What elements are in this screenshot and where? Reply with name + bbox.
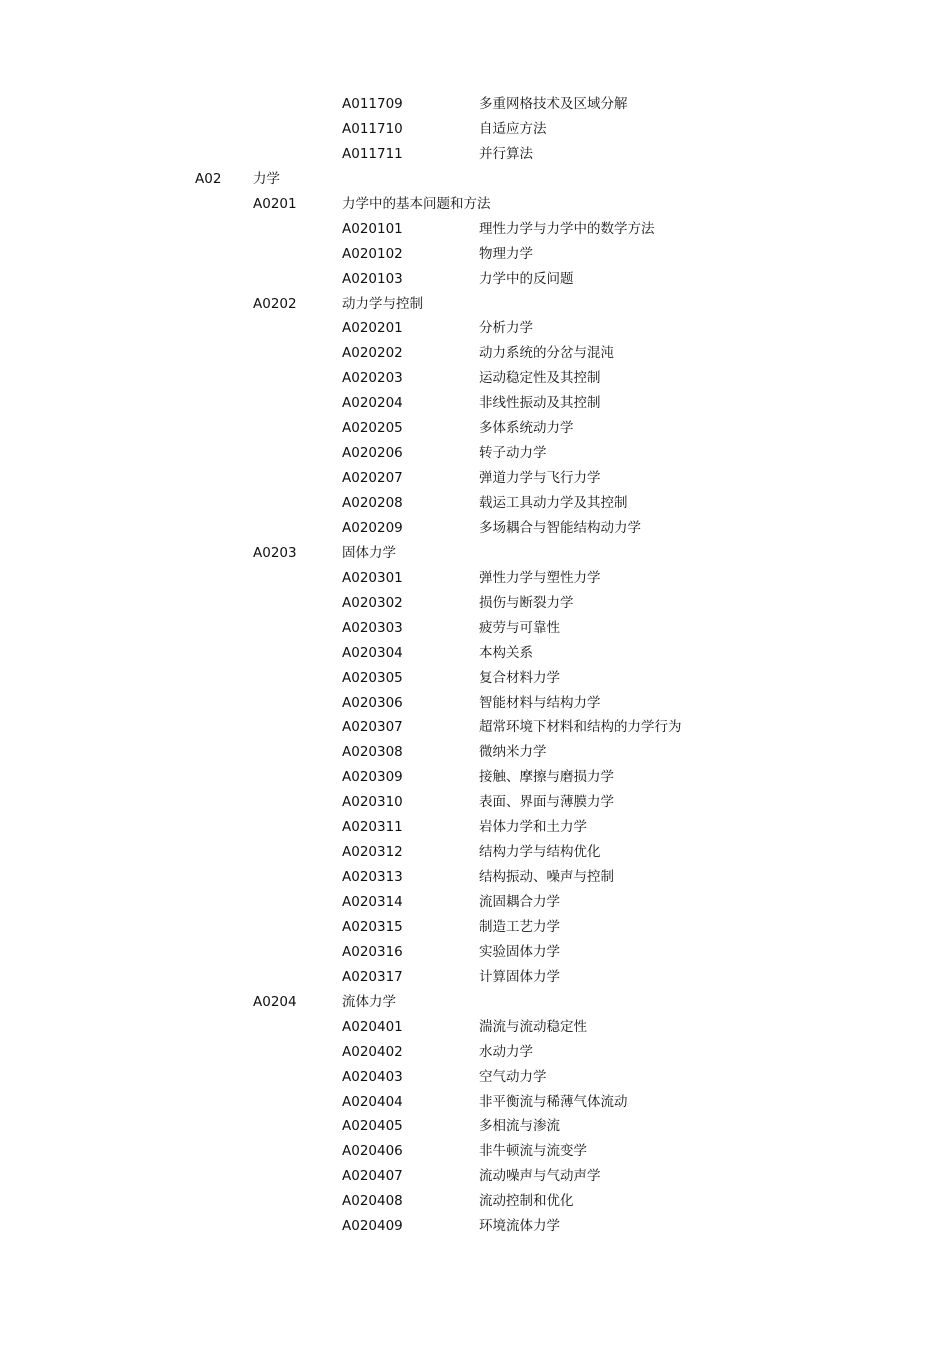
category-code: A020301 bbox=[342, 569, 403, 586]
category-code: A020404 bbox=[342, 1093, 403, 1110]
category-name: 损伤与断裂力学 bbox=[479, 594, 574, 611]
code-row-level-3 bbox=[0, 1164, 950, 1189]
category-code: A020203 bbox=[342, 370, 403, 387]
category-code: A0202 bbox=[253, 295, 297, 312]
code-row-level-3 bbox=[0, 740, 950, 765]
category-code: A020406 bbox=[342, 1143, 403, 1160]
category-name: 转子动力学 bbox=[479, 445, 547, 462]
category-code: A0204 bbox=[253, 993, 297, 1010]
category-name: 多场耦合与智能结构动力学 bbox=[479, 519, 641, 536]
category-code: A020317 bbox=[342, 968, 403, 985]
code-row-level-3 bbox=[0, 1214, 950, 1239]
category-code: A0201 bbox=[253, 195, 297, 212]
code-row-level-3 bbox=[0, 466, 950, 491]
code-row-level-3 bbox=[0, 641, 950, 666]
category-code: A020309 bbox=[342, 769, 403, 786]
category-name: 结构振动、噪声与控制 bbox=[479, 869, 614, 886]
category-name: 复合材料力学 bbox=[479, 669, 560, 686]
code-row-level-3 bbox=[0, 1065, 950, 1090]
code-row-level-2 bbox=[0, 292, 950, 317]
category-name: 弹道力学与飞行力学 bbox=[479, 470, 601, 487]
category-name: 物理力学 bbox=[479, 245, 533, 262]
category-code: A020405 bbox=[342, 1118, 403, 1135]
code-row-level-3 bbox=[0, 591, 950, 616]
code-row-level-3 bbox=[0, 391, 950, 416]
category-name: 流体力学 bbox=[342, 993, 396, 1010]
category-code: A020204 bbox=[342, 395, 403, 412]
code-row-level-3 bbox=[0, 242, 950, 267]
category-code: A011710 bbox=[342, 120, 403, 137]
category-code: A020312 bbox=[342, 844, 403, 861]
code-row-level-3 bbox=[0, 666, 950, 691]
category-code: A020407 bbox=[342, 1168, 403, 1185]
category-name: 分析力学 bbox=[479, 320, 533, 337]
category-name: 水动力学 bbox=[479, 1043, 533, 1060]
category-code: A011711 bbox=[342, 145, 403, 162]
category-name: 弹性力学与塑性力学 bbox=[479, 569, 601, 586]
category-name: 非平衡流与稀薄气体流动 bbox=[479, 1093, 628, 1110]
category-code: A020408 bbox=[342, 1193, 403, 1210]
code-row-level-3 bbox=[0, 765, 950, 790]
category-name: 流动噪声与气动声学 bbox=[479, 1168, 601, 1185]
category-name: 本构关系 bbox=[479, 644, 533, 661]
code-row-level-3 bbox=[0, 691, 950, 716]
category-name: 环境流体力学 bbox=[479, 1218, 560, 1235]
code-row-level-3 bbox=[0, 566, 950, 591]
code-row-level-3 bbox=[0, 217, 950, 242]
category-code: A020314 bbox=[342, 894, 403, 910]
category-code: A020305 bbox=[342, 669, 403, 686]
category-name: 超常环境下材料和结构的力学行为 bbox=[479, 719, 682, 736]
code-row-level-1 bbox=[0, 167, 950, 192]
category-name: 结构力学与结构优化 bbox=[479, 844, 601, 861]
category-code: A020316 bbox=[342, 943, 403, 960]
category-name: 理性力学与力学中的数学方法 bbox=[479, 220, 655, 237]
category-name: 动力学与控制 bbox=[342, 295, 423, 312]
category-code: A020102 bbox=[342, 245, 403, 262]
category-name: 自适应方法 bbox=[479, 120, 547, 137]
code-row-level-2 bbox=[0, 990, 950, 1015]
category-name: 湍流与流动稳定性 bbox=[479, 1018, 587, 1035]
category-name: 非线性振动及其控制 bbox=[479, 395, 601, 412]
category-code: A020201 bbox=[342, 320, 403, 337]
category-name: 多体系统动力学 bbox=[479, 420, 574, 437]
category-name: 制造工艺力学 bbox=[479, 918, 560, 935]
category-code: A020208 bbox=[342, 495, 403, 511]
category-code: A020103 bbox=[342, 270, 403, 287]
category-code: A0203 bbox=[253, 544, 297, 561]
code-row-level-3 bbox=[0, 840, 950, 865]
code-row-level-3 bbox=[0, 516, 950, 541]
category-code: A020302 bbox=[342, 594, 403, 611]
category-code: A020205 bbox=[342, 420, 403, 437]
category-name: 流固耦合力学 bbox=[479, 894, 560, 910]
category-name: 岩体力学和土力学 bbox=[479, 819, 587, 836]
category-name: 力学 bbox=[253, 170, 280, 187]
category-name: 实验固体力学 bbox=[479, 943, 560, 960]
category-code: A020202 bbox=[342, 345, 403, 362]
code-row-level-3 bbox=[0, 1139, 950, 1164]
code-row-level-3 bbox=[0, 815, 950, 840]
category-name: 力学中的反问题 bbox=[479, 270, 574, 287]
category-code: A020402 bbox=[342, 1043, 403, 1060]
category-name: 多相流与渗流 bbox=[479, 1118, 560, 1135]
code-row-level-3 bbox=[0, 890, 950, 915]
category-name: 接触、摩擦与磨损力学 bbox=[479, 769, 614, 786]
code-row-level-3 bbox=[0, 1015, 950, 1040]
category-code: A020313 bbox=[342, 869, 403, 886]
code-row-level-2 bbox=[0, 192, 950, 217]
category-name: 计算固体力学 bbox=[479, 968, 560, 985]
category-code: A020315 bbox=[342, 918, 403, 935]
code-row-level-3 bbox=[0, 715, 950, 740]
category-name: 载运工具动力学及其控制 bbox=[479, 495, 628, 511]
category-name: 疲劳与可靠性 bbox=[479, 619, 560, 636]
category-name: 智能材料与结构力学 bbox=[479, 694, 601, 711]
code-row-level-3 bbox=[0, 416, 950, 441]
category-code: A020101 bbox=[342, 220, 403, 237]
category-code: A020206 bbox=[342, 445, 403, 462]
category-code: A020306 bbox=[342, 694, 403, 711]
category-code: A020304 bbox=[342, 644, 403, 661]
code-row-level-3 bbox=[0, 616, 950, 641]
code-row-level-3 bbox=[0, 915, 950, 940]
category-code: A020307 bbox=[342, 719, 403, 736]
category-code: A020409 bbox=[342, 1218, 403, 1235]
category-code: A020403 bbox=[342, 1068, 403, 1085]
code-row-level-3 bbox=[0, 366, 950, 391]
category-name: 多重网格技术及区域分解 bbox=[479, 96, 628, 112]
category-name: 微纳米力学 bbox=[479, 744, 547, 761]
code-row-level-3 bbox=[0, 267, 950, 292]
code-row-level-3 bbox=[0, 790, 950, 815]
code-row-level-3 bbox=[0, 341, 950, 366]
code-row-level-3 bbox=[0, 1040, 950, 1065]
category-name: 表面、界面与薄膜力学 bbox=[479, 794, 614, 811]
code-row-level-2 bbox=[0, 541, 950, 566]
category-name: 并行算法 bbox=[479, 145, 533, 162]
code-row-level-3 bbox=[0, 965, 950, 990]
category-name: 动力系统的分岔与混沌 bbox=[479, 345, 614, 362]
code-row-level-3 bbox=[0, 117, 950, 142]
code-row-level-3 bbox=[0, 316, 950, 341]
category-name: 非牛顿流与流变学 bbox=[479, 1143, 587, 1160]
code-row-level-3 bbox=[0, 865, 950, 890]
category-code: A020311 bbox=[342, 819, 403, 836]
code-row-level-3 bbox=[0, 1090, 950, 1115]
category-code: A020401 bbox=[342, 1018, 403, 1035]
category-code: A011709 bbox=[342, 96, 403, 112]
category-code: A02 bbox=[195, 170, 222, 187]
classification-code-list bbox=[0, 92, 950, 1239]
code-row-level-3 bbox=[0, 1189, 950, 1214]
category-code: A020310 bbox=[342, 794, 403, 811]
category-name: 流动控制和优化 bbox=[479, 1193, 574, 1210]
code-row-level-3 bbox=[0, 1114, 950, 1139]
code-row-level-3 bbox=[0, 940, 950, 965]
category-name: 空气动力学 bbox=[479, 1068, 547, 1085]
category-code: A020308 bbox=[342, 744, 403, 761]
category-name: 运动稳定性及其控制 bbox=[479, 370, 601, 387]
category-code: A020303 bbox=[342, 619, 403, 636]
code-row-level-3 bbox=[0, 491, 950, 516]
category-name: 固体力学 bbox=[342, 544, 396, 561]
category-code: A020209 bbox=[342, 519, 403, 536]
category-name: 力学中的基本问题和方法 bbox=[342, 195, 491, 212]
category-code: A020207 bbox=[342, 470, 403, 487]
code-row-level-3 bbox=[0, 441, 950, 466]
code-row-level-3 bbox=[0, 92, 950, 117]
code-row-level-3 bbox=[0, 142, 950, 167]
